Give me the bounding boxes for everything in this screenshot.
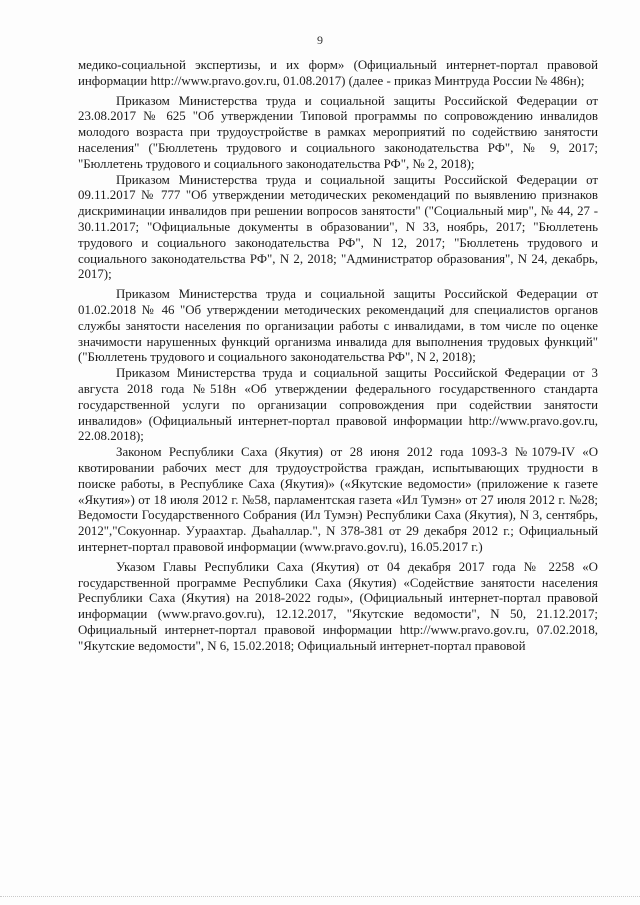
paragraph-law-1093: Законом Республики Саха (Якутия) от 28 июня 2012 года 1093-З №1079-IV «О квотировании рабочих мест для трудоустройства граждан, испытывающих трудности в поиске работы, в Республике Саха (Якутия)» («Якутские ведомости» (приложение к газете «Якутия») от 18 июля 2012 г. №58, парламентская газета «Ил Тумэн» от 27 июля 2012 г. №28; Ведомости Государственного Собрания (Ил Тумэн) Республики Саха (Якутия), N 3, сентябрь, 2012","Сокуоннар. Уураахтар. Дьаһаллар.", N 378-381 от 29 декабря 2012 г.; Официальный интернет-портал правовой информации (www.pravo.gov.ru), 16.05.2017 г.) xyxy=(78,445,598,554)
paragraph-decree-2258: Указом Главы Республики Саха (Якутия) от 04 декабря 2017 года № 2258 «О государственной программе Республики Саха (Якутия) «Содействие занятости населения Республики Саха (Якутия) на 2018-2022 годы», (Официальный интернет-портал правовой информации (www.pravo.gov.ru), 12.12.2017, "Якутские ведомости", N 50, 21.12.2017; Официальный интернет-портал правовой информации http://www.pravo.gov.ru, 07.02.2018, "Якутские ведомости", N 6, 15.02.2018; Официальный интернет-портал правовой xyxy=(78,559,598,653)
paragraph-order-46: Приказом Министерства труда и социальной защиты Российской Федерации от 01.02.2018 № 46 "Об утверждении методических рекомендаций для специалистов органов службы занятости населения по организации работы с инвалидами, в том числе по оценке значимости нарушенных функций организма инвалида для выполнения трудовых функций" ("Бюллетень трудового и социального законодательства РФ", N 2, 2018); xyxy=(78,287,598,365)
paragraph-order-625: Приказом Министерства труда и социальной защиты Российской Федерации от 23.08.2017 № 625 "Об утверждении Типовой программы по сопровождению инвалидов молодого возраста при трудоустройстве в рамках мероприятий по содействию занятости населения" ("Бюллетень трудового и социального законодательства РФ", № 9, 2017; "Бюллетень трудового и социального законодательства РФ", № 2, 2018); xyxy=(78,93,598,171)
page-number: 9 xyxy=(317,33,323,47)
paragraph-continuation: медико-социальной экспертизы, и их форм» (Официальный интернет-портал правовой информации http://www.pravo.gov.ru, 01.08.2017) (далее - приказ Минтруда России № 486н); xyxy=(78,58,598,88)
paragraph-order-518n: Приказом Министерства труда и социальной защиты Российской Федерации от 3 августа 2018 года №518н «Об утверждении федерального государственного стандарта государственной услуги по организации сопровождения при содействии занятости инвалидов» (Официальный интернет-портал правовой информации http://www.pravo.gov.ru, 22.08.2018); xyxy=(78,366,598,444)
paragraph-order-777: Приказом Министерства труда и социальной защиты Российской Федерации от 09.11.2017 № 777 "Об утверждении методических рекомендаций по выявлению признаков дискриминации инвалидов при решении вопросов занятости" ("Социальный мир", № 44, 27 - 30.11.2017; "Официальные документы в образовании", N 33, ноябрь, 2017; "Бюллетень трудового и социального законодательства РФ", N 12, 2017; "Бюллетень трудового и социального законодательства РФ", N 2, 2018; "Администратор образования", N 24, декабрь, 2017); xyxy=(78,172,598,282)
document-body xyxy=(78,58,598,654)
scan-edge-divider xyxy=(0,895,640,897)
